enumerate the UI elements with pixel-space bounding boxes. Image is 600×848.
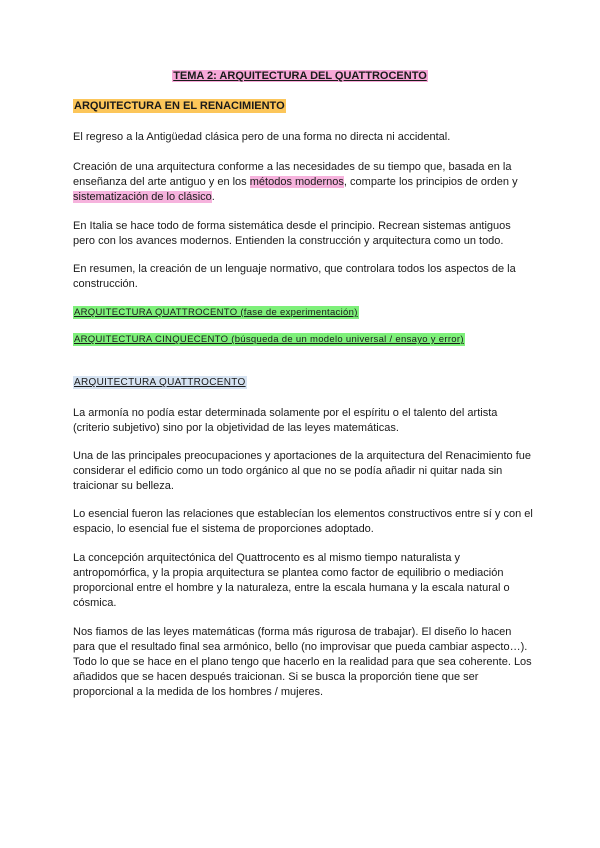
paragraph-creacion-part2: , comparte los principios de orden y [343, 176, 518, 188]
paragraph-creacion-part3: . [211, 191, 215, 203]
paragraph-regreso: El regreso a la Antigüedad clásica pero de una forma no directa ni accidental. [73, 131, 451, 143]
highlight-cinquecento-busqueda [73, 334, 465, 345]
highlight-quattrocento-fase-text: ARQUITECTURA QUATTROCENTO (fase de experimentación) [74, 307, 358, 318]
paragraph-resumen: En resumen, la creación de un lenguaje normativo, que controlara todos los aspectos de la construcción. [73, 263, 516, 290]
section-heading-renacimiento-text: ARQUITECTURA EN EL RENACIMIENTO [74, 100, 285, 112]
section-heading-quattrocento [73, 377, 247, 388]
highlight-cinquecento-busqueda-text: ARQUITECTURA CINQUECENTO (búsqueda de un modelo universal / ensayo y error) [74, 334, 464, 345]
document-title-text: TEMA 2: ARQUITECTURA DEL QUATTROCENTO [173, 70, 427, 82]
paragraph-creacion-part1: Creación de una arquitectura conforme a las necesidades de su tiempo que, basada en la enseñanza del arte antiguo y en los [73, 161, 512, 188]
paragraph-concepcion: La concepción arquitectónica del Quattrocento es al mismo tiempo naturalista y antropomórfica, y la propia arquitectura se plantea como factor de equilibrio o mediación proporcional entre el hombre y la naturaleza, entre la escala humana y la escala natural o cósmica. [73, 552, 510, 609]
document-title [0, 70, 600, 82]
paragraph-esencial: Lo esencial fueron las relaciones que establecían los elementos constructivos entre sí y con el espacio, lo esencial fue el sistema de proporciones adoptado. [73, 508, 533, 535]
paragraph-preocupaciones: Una de las principales preocupaciones y aportaciones de la arquitectura del Renacimiento fue considerar el edificio como un todo orgánico al que no se podía añadir ni quitar nada sin traicionar su belleza. [73, 450, 531, 492]
highlight-sistematizacion: sistematización de lo clásico [73, 191, 212, 203]
paragraph-leyes-matematicas: Nos fiamos de las leyes matemáticas (forma más rigurosa de trabajar). El diseño lo hacen para que el resultado final sea armónico, bello (no improvisar que pueda cambiar aspecto…). Todo lo que se hace en el plano tengo que hacerlo en la realidad para que sea coherente. Los añadidos que se hacen después traicionan. Si se busca la proporción tiene que ser proporcional a la medida de los hombres / mujeres. [73, 626, 532, 698]
paragraph-italia: En Italia se hace todo de forma sistemática desde el principio. Recrean sistemas antiguos pero con los avances modernos. Entienden la construcción y arquitectura como un todo. [73, 220, 511, 247]
section-heading-quattrocento-text: ARQUITECTURA QUATTROCENTO [74, 377, 246, 388]
section-heading-renacimiento [73, 100, 286, 112]
paragraph-armonia: La armonía no podía estar determinada solamente por el espíritu o el talento del artista (criterio subjetivo) sino por la objetividad de las leyes matemáticas. [73, 407, 498, 434]
highlight-quattrocento-fase [73, 307, 359, 318]
paragraph-creacion [73, 160, 533, 205]
highlight-metodos-modernos: métodos modernos [249, 176, 344, 188]
